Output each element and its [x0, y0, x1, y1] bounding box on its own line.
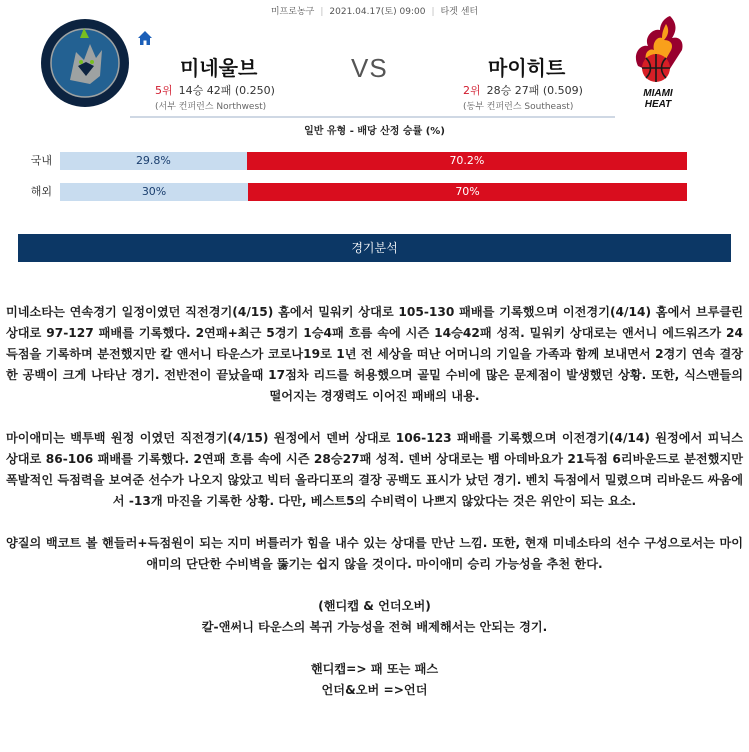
match-datetime: 2021.04.17(토) 09:00 — [329, 7, 426, 17]
home-icon — [137, 30, 153, 46]
away-team-record — [463, 82, 583, 98]
miami-heat-logo — [618, 10, 698, 110]
league-name: 미프로농구 — [270, 7, 315, 17]
away-win-bar: 70% — [248, 183, 687, 201]
home-team-record — [155, 82, 275, 98]
article-paragraph-summary: 양질의 백코트 볼 핸들러+득점원이 되는 지미 버틀러가 힘을 내수 있는 상대를 만난 느낌. 또한, 현재 미네소타의 선수 구성으로서는 마이애미의 단단한 수비벽을 뚫기는 쉽지 않을 것이다. 마이애미 승리 가능성을 추천 한다. — [6, 536, 743, 571]
article-underover-pick: 언더&오버 =>언더 — [321, 683, 428, 697]
away-team-name: 마이히트 — [488, 56, 566, 80]
home-team-conference: (서부 컨퍼런스 Northwest) — [155, 102, 267, 112]
away-team-wl: 28승 27패 (0.509) — [486, 84, 583, 97]
home-win-bar: 30% — [60, 183, 248, 201]
home-win-bar: 29.8% — [60, 152, 247, 170]
analysis-article — [6, 302, 743, 701]
home-team-rank: 5위 — [155, 84, 173, 97]
top-info-bar: 미프로농구 | 2021.04.17(토) 09:00 | 타겟 센터 — [270, 7, 479, 17]
betting-row-domestic — [30, 152, 687, 170]
away-win-bar: 70.2% — [247, 152, 687, 170]
home-team-name: 미네울브 — [180, 56, 258, 80]
svg-text:HEAT: HEAT — [644, 99, 672, 110]
away-team-conference: (동부 컨퍼런스 Southeast) — [463, 102, 574, 112]
vs-label: VS — [351, 53, 388, 83]
article-handicap-pick: 핸디캡=> 패 또는 패스 — [310, 662, 439, 676]
article-note: 칼-앤써니 타운스의 복귀 가능성을 전혀 배제해서는 안되는 경기. — [201, 620, 548, 634]
article-paragraph-away: 마이애미는 백투백 원정 이였던 직전경기(4/15) 원정에서 덴버 상대로 106-123 패배를 기록했으며 이전경기(4/14) 원정에서 피닉스 상대로 86-106 패배를 기록했다. 2연패 흐름 속에 시즌 28승27패 성적. 덴버 상대로는 뱀 아데바요가 21득점 6리바운드로 분전했지만 폭발적인 득점력을 보여준 선수가 나오지 않았고 빅터 올라디포의 결장 공백도 표시가 났던 경기. 벤치 득점에서 밀렸으며 리바운드 싸움에서 -13개 마진을 기록한 상황. 다만, 베스트5의 수비력이 나쁘지 않았다는 것은 위안이 되는 요소. — [6, 431, 743, 508]
betting-title: 일반 유형 - 배당 산정 승률 (%) — [304, 126, 445, 137]
venue-name: 타겟 센터 — [440, 7, 479, 17]
away-team-rank: 2위 — [463, 84, 481, 97]
betting-row-overseas — [30, 183, 687, 201]
article-handicap-heading: (핸디캡 & 언더오버) — [318, 599, 431, 613]
article-paragraph-home: 미네소타는 연속경기 일정이였던 직전경기(4/15) 홈에서 밀워키 상대로 105-130 패배를 기록했으며 이전경기(4/14) 홈에서 브루클린 상대로 97-127 패배를 기록했다. 2연패+최근 5경기 1승4패 흐름 속에 시즌 14승42패 성적. 밀워키 상대로는 앤서니 에드워즈가 24득점을 기록하며 분전했지만 칼 앤서니 타운스가 코로나19로 1년 전 세상을 떠난 어머니의 기일을 가족과 함께 보내면서 2경기 연속 결장한 공백이 크게 나타난 경기. 전반전이 끝났을때 17점차 리드를 허용했으며 골밑 수비에 많은 문제점이 발생했던 상황. 또한, 식스맨들의 떨어지는 경쟁력도 이어진 패배의 내용. — [6, 305, 743, 403]
header-divider — [130, 116, 615, 118]
analysis-banner: 경기분석 — [18, 234, 731, 262]
minnesota-timberwolves-logo — [40, 18, 130, 108]
home-team-wl: 14승 42패 (0.250) — [178, 84, 275, 97]
svg-text:MIAMI: MIAMI — [643, 88, 673, 99]
betting-row-label: 해외 — [30, 185, 52, 198]
betting-row-label: 국내 — [30, 154, 52, 167]
